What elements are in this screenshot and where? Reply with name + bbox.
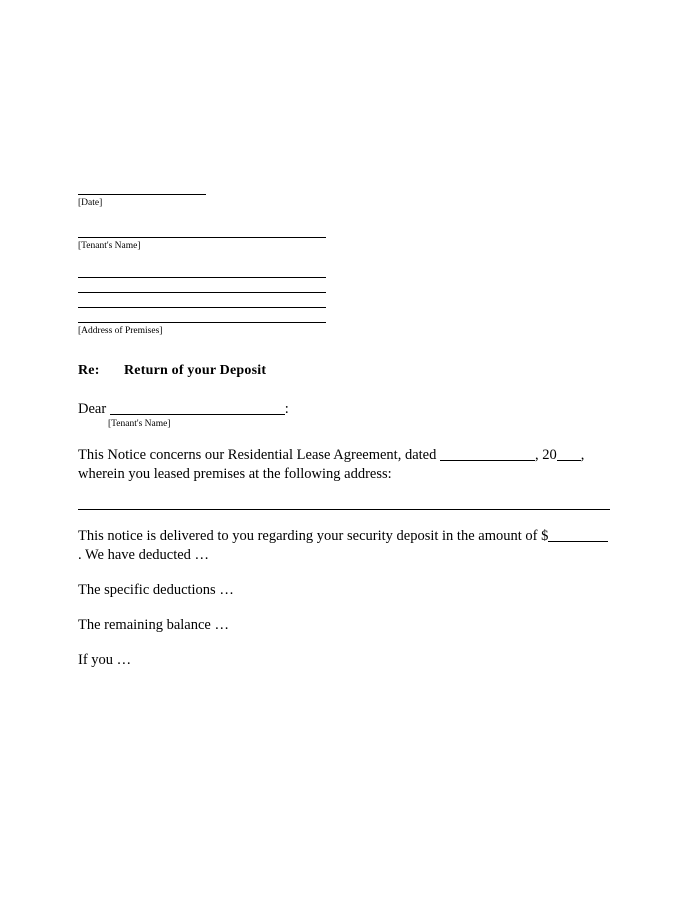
salutation-caption: [Tenant's Name]	[108, 419, 171, 429]
salutation-suffix: :	[284, 401, 289, 417]
salutation-blank[interactable]	[110, 401, 285, 415]
subject-line	[78, 363, 610, 379]
paragraph-2-text-a: This notice is delivered to you regarding your security deposit in the amount of $	[78, 528, 549, 544]
address-blank-line-4[interactable]	[78, 322, 326, 323]
subject-label: Re:	[78, 363, 100, 378]
deposit-amount-blank[interactable]	[548, 528, 608, 542]
letter-body	[78, 190, 610, 670]
lease-year-blank[interactable]	[557, 447, 581, 461]
tenant-name-caption: [Tenant's Name]	[78, 241, 141, 251]
paragraph-lease-reference	[78, 446, 610, 484]
paragraph-2-text-b: . We have deducted …	[78, 547, 210, 563]
paragraph-remaining-balance: The remaining balance …	[78, 617, 229, 633]
paragraph-1-text-b: , 20	[534, 447, 557, 463]
premises-address-blank-line[interactable]	[78, 509, 610, 510]
address-caption: [Address of Premises]	[78, 326, 163, 336]
salutation-prefix: Dear	[78, 401, 110, 417]
lease-date-blank[interactable]	[440, 447, 535, 461]
paragraph-1-text-c: , wherein you leased premises at the following address:	[78, 447, 585, 482]
tenant-name-blank-line[interactable]	[78, 237, 326, 238]
address-blank-line-3[interactable]	[78, 307, 326, 308]
address-blank-line-2[interactable]	[78, 292, 326, 293]
date-blank-line[interactable]	[78, 194, 206, 195]
address-blank-line-1[interactable]	[78, 277, 326, 278]
date-caption: [Date]	[78, 198, 103, 208]
salutation-line	[78, 401, 610, 418]
paragraph-1-text-a: This Notice concerns our Residential Lease Agreement, dated	[78, 447, 440, 463]
subject-text: Return of your Deposit	[124, 363, 267, 378]
paragraph-security-deposit	[78, 527, 610, 565]
paragraph-specific-deductions: The specific deductions …	[78, 582, 234, 598]
paragraph-if-you: If you …	[78, 652, 132, 668]
